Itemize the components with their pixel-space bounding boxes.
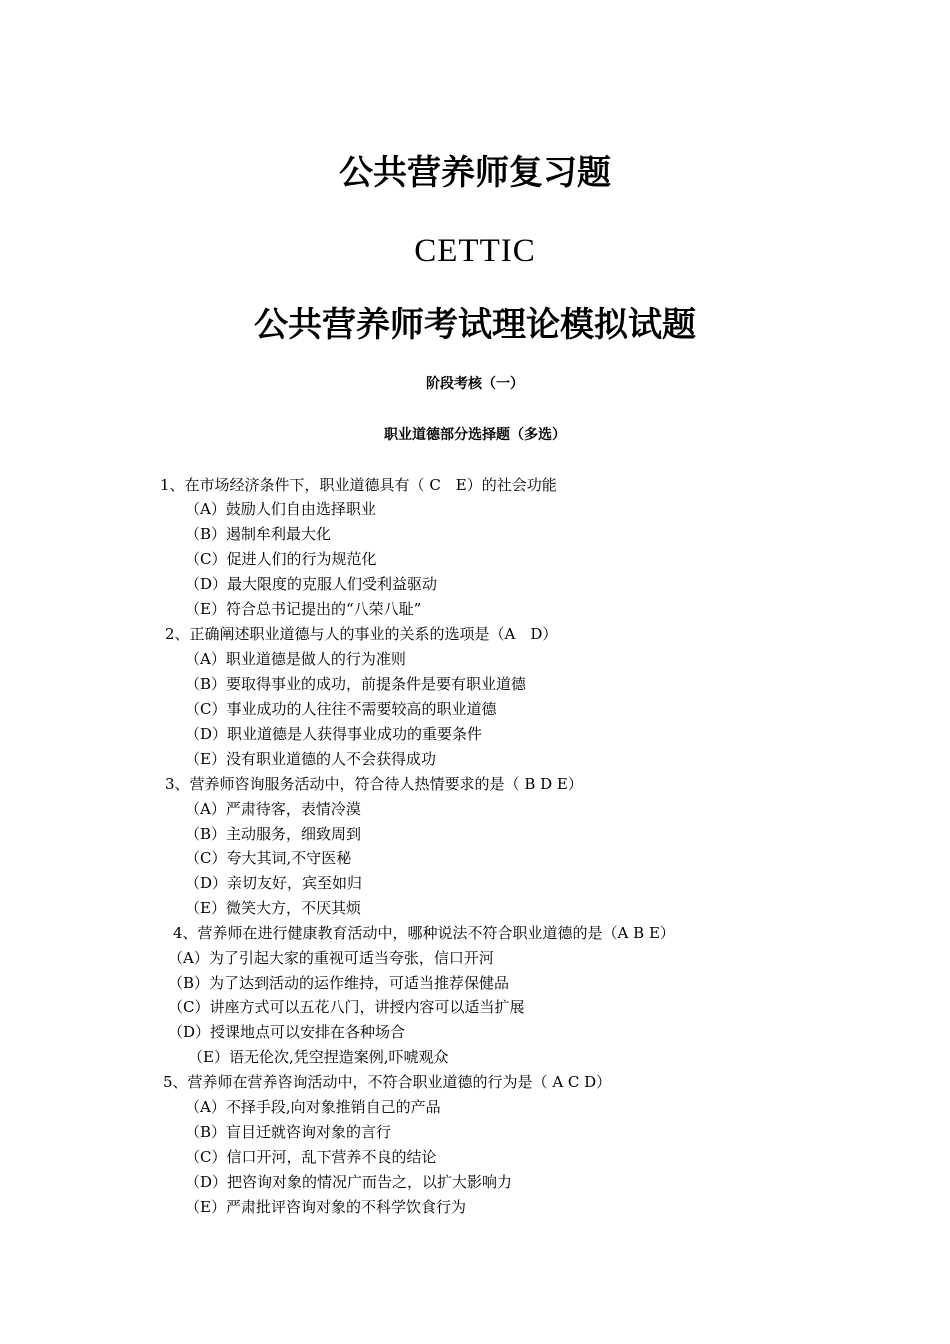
question-2-option-e: （E）没有职业道德的人不会获得成功: [185, 750, 436, 768]
question-5-option-b: （B）盲目迁就咨询对象的言行: [185, 1123, 392, 1141]
question-2-option-b: （B）要取得事业的成功，前提条件是要有职业道德: [185, 675, 527, 693]
stage-heading: 阶段考核（一）: [426, 376, 524, 392]
question-1: 1、在市场经济条件下，职业道德具有（ C E）的社会功能: [160, 476, 557, 494]
question-4-option-e: （E）语无伦次,凭空捏造案例,吓唬观众: [188, 1048, 449, 1066]
question-2-option-a: （A）职业道德是做人的行为准则: [185, 650, 406, 668]
question-1-option-d: （D）最大限度的克服人们受利益驱动: [185, 575, 438, 593]
question-5-option-a: （A）不择手段,向对象推销自己的产品: [185, 1098, 441, 1116]
question-2-option-d: （D）职业道德是人获得事业成功的重要条件: [185, 725, 483, 743]
question-3-option-b: （B）主动服务，细致周到: [185, 825, 362, 843]
question-4-option-b: （B）为了达到活动的运作维持，可适当推荐保健品: [168, 974, 510, 992]
question-3-option-e: （E）微笑大方，不厌其烦: [185, 899, 361, 917]
question-5: 5、营养师在营养咨询活动中，不符合职业道德的行为是（ A C D）: [163, 1073, 612, 1091]
question-1-option-c: （C）促进人们的行为规范化: [185, 550, 377, 568]
question-2-option-c: （C）事业成功的人往往不需要较高的职业道德: [185, 700, 497, 718]
section-heading: 职业道德部分选择题（多选）: [384, 427, 566, 443]
question-4-option-a: （A）为了引起大家的重视可适当夸张，信口开河: [168, 949, 494, 967]
main-title: 公共营养师复习题: [339, 153, 611, 193]
question-4-option-d: （D）授课地点可以安排在各种场合: [168, 1023, 406, 1041]
question-1-option-b: （B）遏制牟利最大化: [185, 525, 332, 543]
question-3-option-c: （C）夸大其词,不守医秘: [185, 849, 352, 867]
question-1-option-a: （A）鼓励人们自由选择职业: [185, 500, 376, 518]
question-4: 4、营养师在进行健康教育活动中，哪种说法不符合职业道德的是（A B E）: [173, 924, 675, 942]
cettic-title: CETTIC: [414, 233, 536, 269]
question-3-option-a: （A）严肃待客，表情冷漠: [185, 800, 361, 818]
question-4-option-c: （C）讲座方式可以五花八门，讲授内容可以适当扩展: [168, 998, 525, 1016]
question-3-option-d: （D）亲切友好，宾至如归: [185, 874, 363, 892]
question-3: 3、营养师咨询服务活动中，符合待人热情要求的是（ B D E）: [165, 775, 583, 793]
question-1-option-e: （E）符合总书记提出的“八荣八耻”: [185, 600, 422, 618]
exam-title: 公共营养师考试理论模拟试题: [254, 305, 696, 345]
question-5-option-d: （D）把咨询对象的情况广而告之，以扩大影响力: [185, 1173, 513, 1191]
question-5-option-c: （C）信口开河，乱下营养不良的结论: [185, 1148, 437, 1166]
question-5-option-e: （E）严肃批评咨询对象的不科学饮食行为: [185, 1198, 466, 1216]
question-2: 2、正确阐述职业道德与人的事业的关系的选项是（A D）: [165, 625, 558, 643]
